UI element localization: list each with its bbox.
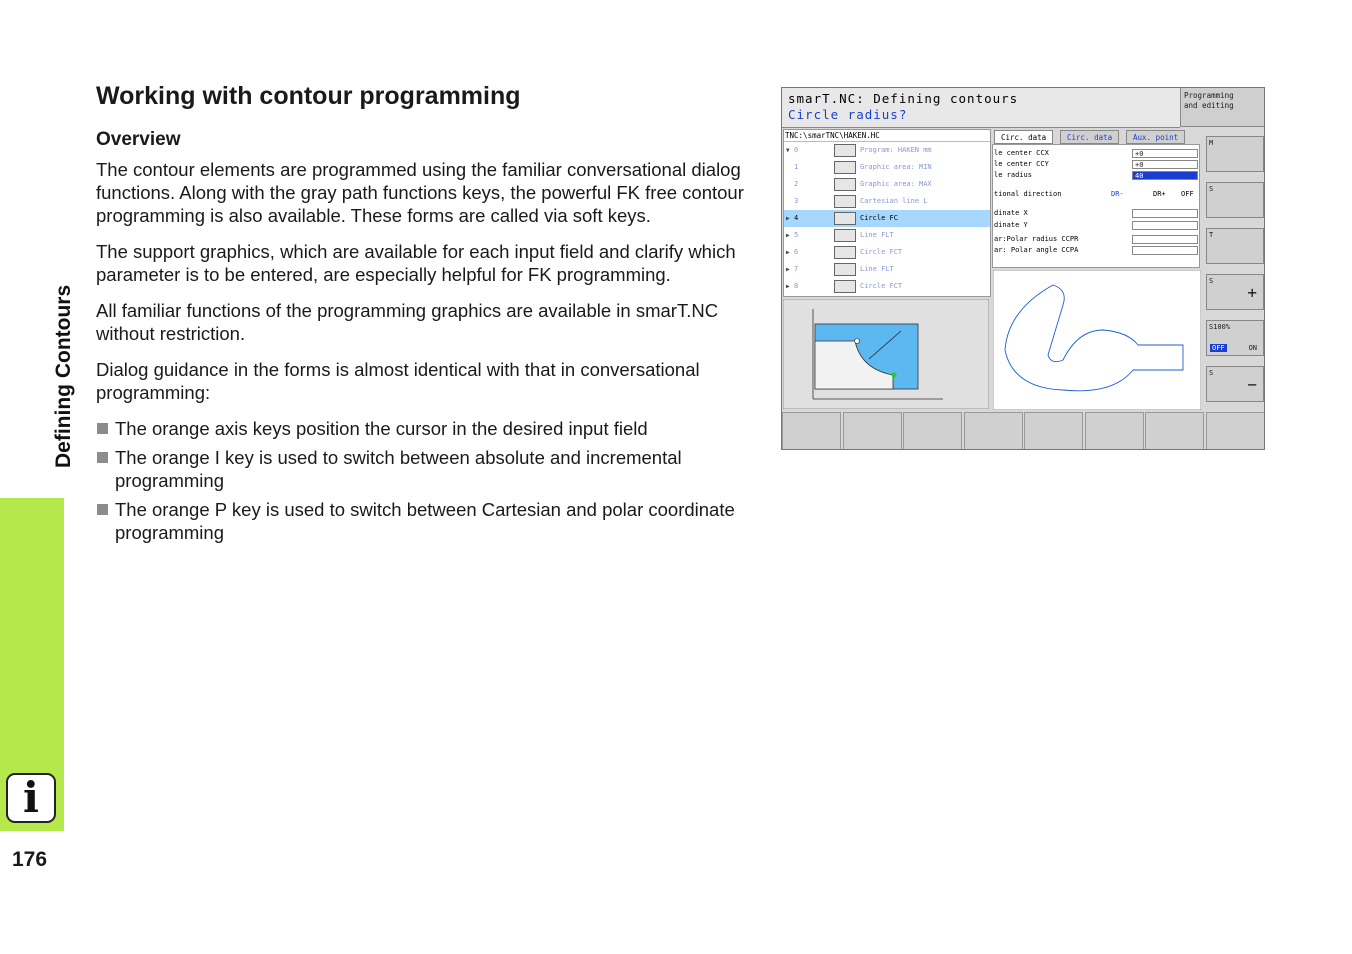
tab-aux-point[interactable]: Aux. point [1126,130,1185,144]
tab-circ-data[interactable]: Circ. data [994,130,1053,144]
field-label: dinate X [994,209,1028,217]
mode-indicator: Programming and editing [1180,88,1264,127]
dr-plus-option[interactable]: DR+ [1153,190,1166,198]
program-tree[interactable] [783,129,991,297]
section-label: Defining Contours [52,284,75,468]
tab-circ-data-2[interactable]: Circ. data [1060,130,1119,144]
x-input[interactable] [1132,209,1198,218]
list-item: The orange P key is used to switch between Cartesian and polar coordinate programming [96,498,752,544]
list-item: The orange I key is used to switch between absolute and incremental programming [96,446,752,492]
tree-item[interactable]: 2 Graphic area: MAX [784,176,990,193]
off-option[interactable]: OFF [1181,190,1194,198]
article-subtitle: Overview [96,129,181,150]
tree-item[interactable]: ▼ 0 Program: HAKEN mm [784,142,990,159]
square-bullet-icon [97,423,108,434]
m-softkey[interactable]: M [1206,136,1264,172]
tree-item[interactable]: 1 Graphic area: MIN [784,159,990,176]
softkey-button[interactable] [1024,412,1083,450]
softkey-button[interactable] [1206,412,1265,450]
support-graphic [783,299,989,409]
t-softkey[interactable]: T [1206,228,1264,264]
tree-item[interactable]: ▶ 8 Circle FCT [784,278,990,295]
file-path: TNC:\smarTNC\HAKEN.HC [784,130,990,142]
field-label: le radius [994,171,1032,179]
paragraph: All familiar functions of the programming graphics are available in smarT.NC without restriction. [96,300,719,344]
s-plus-softkey[interactable]: S + [1206,274,1264,310]
softkey-bar [782,412,1264,450]
info-icon: i [6,773,56,823]
dr-minus-option[interactable]: DR- [1111,190,1124,198]
page-number: 176 [12,848,48,871]
contour-graphic [993,270,1201,410]
s-minus-softkey[interactable]: S − [1206,366,1264,402]
graphic-area-icon [834,178,856,191]
field-label: tional direction [994,190,1062,198]
paragraph: Dialog guidance in the forms is almost identical with that in conversational programming: [96,359,700,403]
paragraph: The contour elements are programmed using the familiar conversational dialog functions. Along with the gray path functions keys, the powerful FK free contour programming is also available. These forms are called via soft keys. [96,159,744,226]
field-label: le center CCY [994,160,1049,168]
smartnc-screenshot [781,87,1265,450]
ccy-input[interactable]: +0 [1132,160,1198,169]
softkey-button[interactable] [964,412,1023,450]
y-input[interactable] [1132,221,1198,230]
input-form [992,144,1200,268]
s-softkey[interactable]: S [1206,182,1264,218]
screen-title: smarT.NC: Defining contours [788,91,1019,106]
screen-prompt: Circle radius? [788,107,908,122]
tree-item[interactable]: ▶ 7 Line FLT [784,261,990,278]
line-icon [834,195,856,208]
field-label: dinate Y [994,221,1028,229]
line-icon [834,263,856,276]
tree-item[interactable]: ▶ 6 Circle FCT [784,244,990,261]
ccpr-input[interactable] [1132,235,1198,244]
minus-icon: − [1247,375,1257,394]
field-label: le center CCX [994,149,1049,157]
field-label: ar:Polar radius CCPR [994,235,1079,243]
section-label-container [0,0,75,498]
softkey-button[interactable] [903,412,962,450]
line-icon [834,229,856,242]
paragraph: The support graphics, which are available for each input field and clarify which parameter is to be entered, are especially helpful for FK programming. [96,241,736,285]
radius-input[interactable]: 40 [1132,171,1198,180]
program-icon [834,144,856,157]
ccx-input[interactable]: +0 [1132,149,1198,158]
tree-item[interactable]: 3 Cartesian line L [784,193,990,210]
plus-icon: + [1247,283,1257,302]
tree-item-selected[interactable]: ▶ 4 Circle FC [784,210,990,227]
circle-icon [834,212,856,225]
graphic-area-icon [834,161,856,174]
screen-header [782,88,1180,128]
field-label: ar: Polar angle CCPA [994,246,1079,254]
bullet-list [96,417,752,544]
list-item: The orange axis keys position the cursor in the desired input field [96,417,752,440]
square-bullet-icon [97,504,108,515]
circle-icon [834,280,856,293]
softkey-button[interactable] [782,412,841,450]
s100-softkey[interactable]: S100% OFF ON [1206,320,1264,356]
article [96,80,752,550]
softkey-button[interactable] [1085,412,1144,450]
softkey-button[interactable] [843,412,902,450]
tree-item[interactable]: ▶ 5 Line FLT [784,227,990,244]
circle-icon [834,246,856,259]
softkey-button[interactable] [1145,412,1204,450]
article-title: Working with contour programming [96,82,521,110]
square-bullet-icon [97,452,108,463]
ccpa-input[interactable] [1132,246,1198,255]
